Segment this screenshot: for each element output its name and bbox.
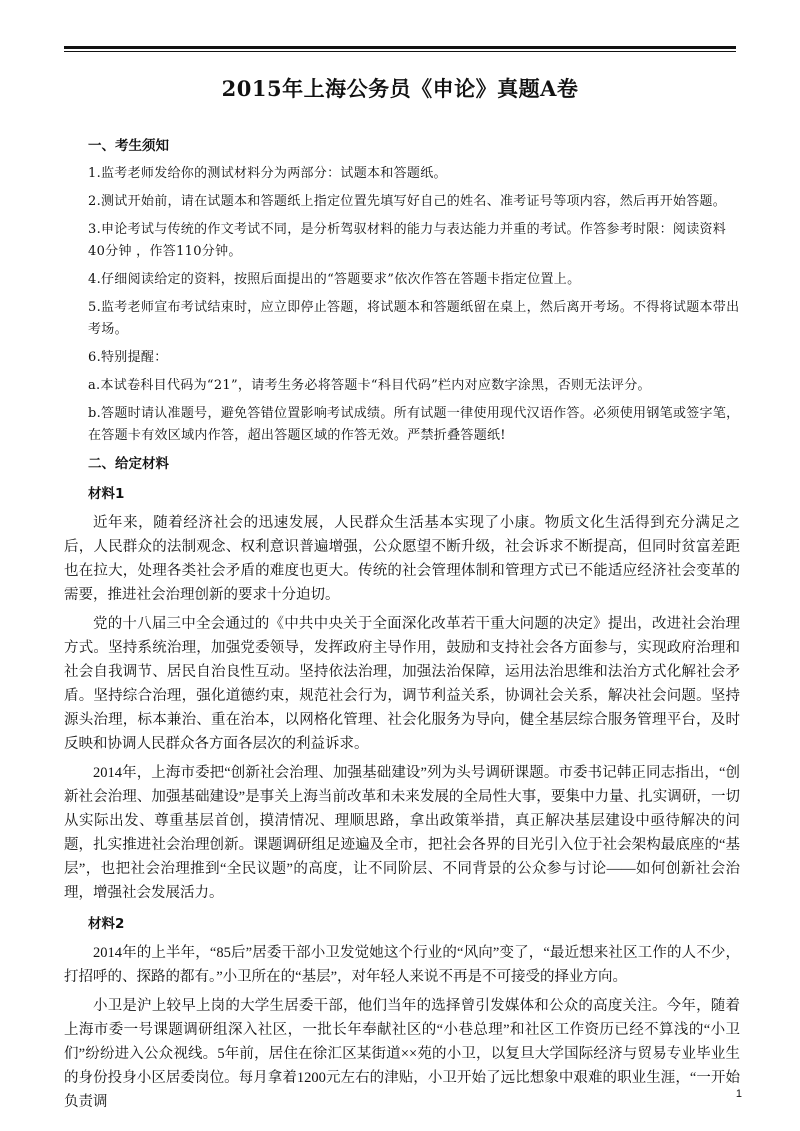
page-number: 1 (735, 1088, 742, 1100)
notice-item-4: 4.仔细阅读给定的资料，按照后面提出的“答题要求”依次作答在答题卡指定位置上。 (88, 272, 581, 287)
notice-item-b: b.答题时请认准题号，避免答错位置影响考试成绩。所有试题一律使用现代汉语作答。必须使用钢笔或签字笔，在答题卡有效区域内作答，超出答题区域的作答无效。严禁折叠答题纸! (88, 406, 740, 443)
document-body (64, 135, 740, 1119)
material-1-paragraph: 党的十八届三中全会通过的《中共中央关于全面深化改革若干重大问题的决定》提出，改进社会治理方式。坚持系统治理，加强党委领导，发挥政府主导作用，鼓励和支持社会各方面参与，实现政府治理和社会自我调节、居民自治良性互动。坚持依法治理，加强法治保障，运用法治思维和法治方式化解社会矛盾。坚持综合治理，强化道德约束，规范社会行为，调节利益关系，协调社会关系，解决社会问题。坚持源头治理，标本兼治、重在治本，以网格化管理、社会化服务为导向，健全基层综合服务管理平台，及时反映和协调人民群众各方面各层次的利益诉求。 (64, 616, 740, 752)
material-2-paragraph: 小卫是沪上较早上岗的大学生居委干部，他们当年的选择曾引发媒体和公众的高度关注。今年，随着上海市委一号课题调研组深入社区，一批长年奉献社区的“小巷总理”和社区工作资历已经不算浅的“小卫们”纷纷进入公众视线。5年前，居住在徐汇区某街道××苑的小卫，以复旦大学国际经济与贸易专业毕业生的身份投身小区居委岗位。每月拿着1200元左右的津贴，小卫开始了远比想象中艰难的职业生涯，“一开始负责调 (64, 998, 740, 1110)
notice-item-3: 3.申论考试与传统的作文考试不同，是分析驾驭材料的能力与表达能力并重的考试。作答参考时限：阅读资料40分钟 ，作答110分钟。 (88, 222, 727, 259)
material-1-paragraph: 2014年，上海市委把“创新社会治理、加强基础建设”列为头号调研课题。市委书记韩正同志指出，“创新社会治理、加强基础建设”是事关上海当前改革和未来发展的全局性大事，要集中力量、扎实调研，一切从实际出发、尊重基层首创，摸清情况、理顺思路，拿出政策举措，真正解决基层建设中亟待解决的问题，扎实推进社会治理创新。课题调研组足迹遍及全市，把社会各界的目光引入位于社会架构最底座的“基层”，也把社会治理推到“全民议题”的高度，让不同阶层、不同背景的公众参与讨论——如何创新社会治理，增强社会发展活力。 (64, 765, 740, 901)
notice-item-2: 2.测试开始前，请在试题本和答题纸上指定位置先填写好自己的姓名、准考证号等项内容，然后再开始答题。 (88, 194, 727, 209)
header-rule-thick (64, 46, 736, 49)
notice-item-a: a.本试卷科目代码为“21”，请考生务必将答题卡“科目代码”栏内对应数字涂黑，否则无法评分。 (88, 378, 651, 393)
section-heading-notice: 一、考生须知 (88, 138, 169, 154)
material-1-paragraph: 近年来，随着经济社会的迅速发展，人民群众生活基本实现了小康。物质文化生活得到充分满足之后，人民群众的法制观念、权利意识普遍增强，公众愿望不断升级，社会诉求不断提高，但同时贫富差距也在拉大，处理各类社会矛盾的难度也更大。传统的社会管理体制和管理方式已不能适应经济社会变革的需要，推进社会治理创新的要求十分迫切。 (64, 515, 740, 603)
material-2-title: 材料2 (88, 916, 125, 932)
notice-item-6: 6.特别提醒： (88, 350, 168, 365)
document-title: 2015年上海公务员《申论》真题A卷 (221, 76, 579, 101)
section-heading-materials: 二、给定材料 (88, 456, 169, 472)
material-1-title: 材料1 (88, 486, 125, 502)
notice-item-5: 5.监考老师宣布考试结束时，应立即停止答题，将试题本和答题纸留在桌上，然后离开考场。不得将试题本带出考场。 (88, 300, 740, 337)
header-rule-thin (64, 51, 736, 52)
material-2-paragraph: 2014年的上半年，“85后”居委干部小卫发觉她这个行业的“风向”变了，“最近想来社区工作的人不少，打招呼的、探路的都有。”小卫所在的“基层”，对年轻人来说不再是不可接受的择业方向。 (64, 945, 740, 985)
notice-item-1: 1.监考老师发给你的测试材料分为两部分：试题本和答题纸。 (88, 166, 447, 181)
